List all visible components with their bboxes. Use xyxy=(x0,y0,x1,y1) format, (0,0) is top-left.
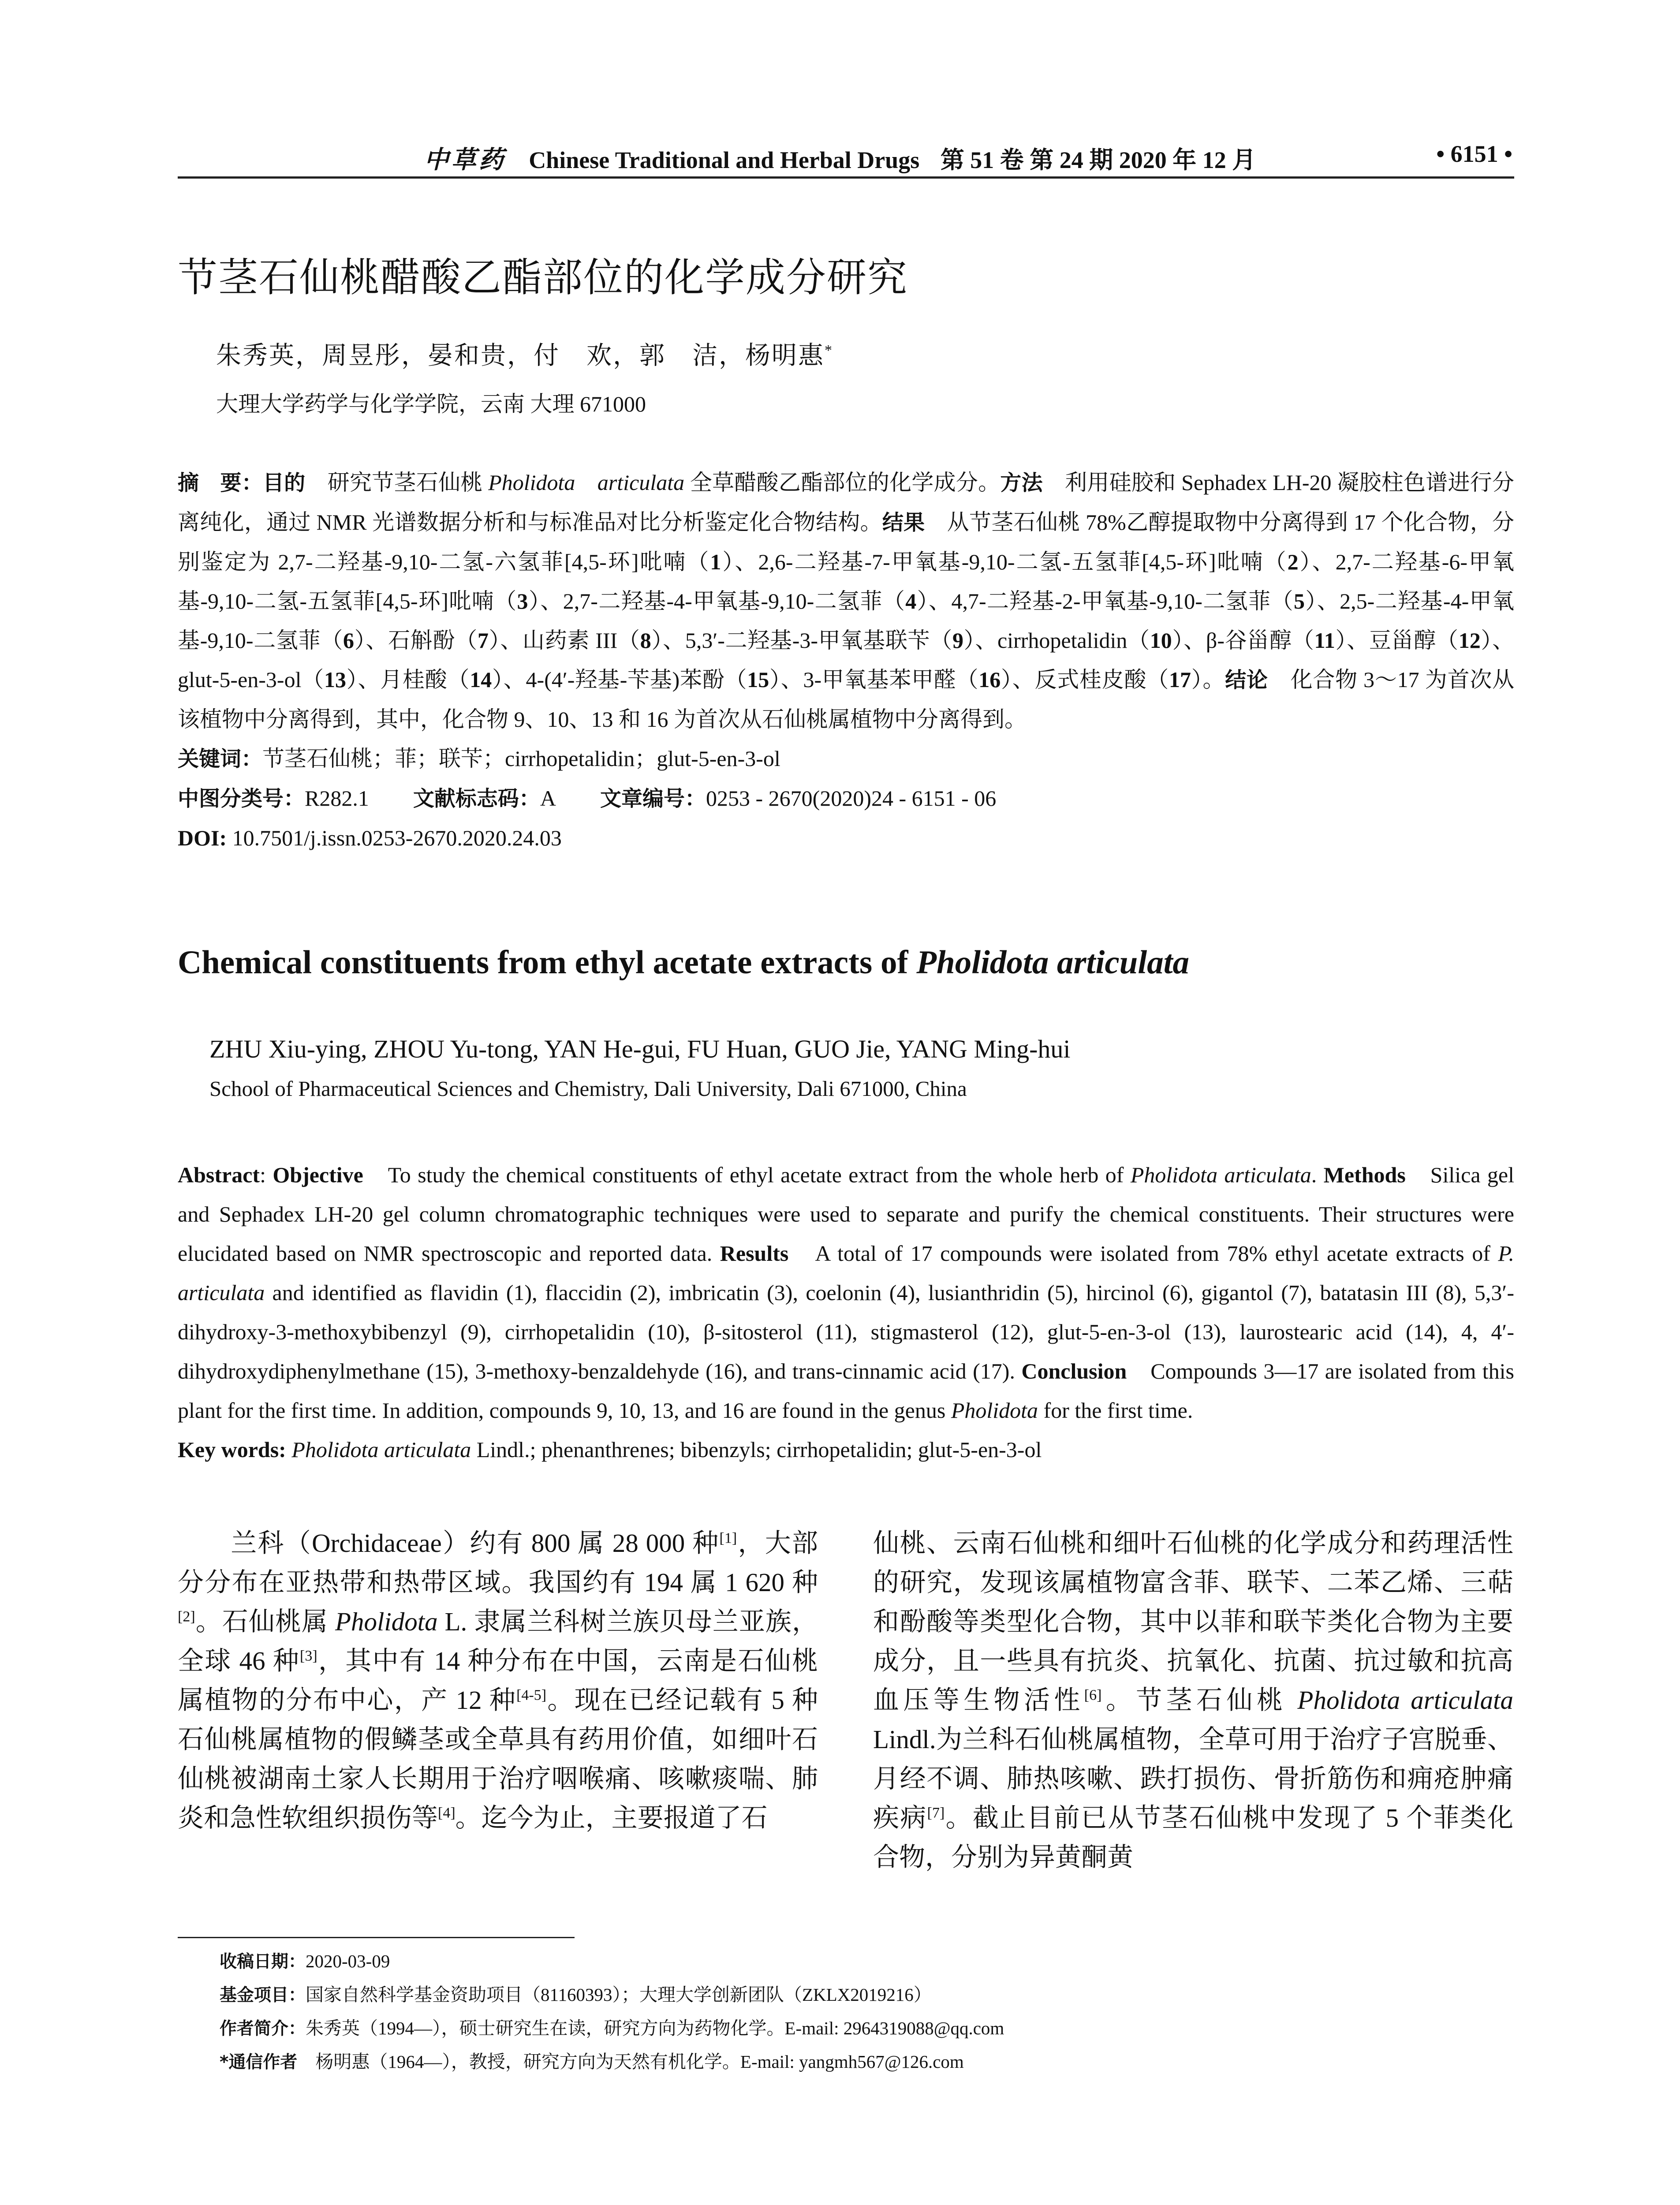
page-number: • 6151 • xyxy=(1436,141,1512,167)
body-text: Lindl.为兰科石仙桃属植物，全草可用于治疗子宫脱垂、月经不调、肺热咳嗽、跌打损伤、骨折筋伤和痈疮肿痛疾病 xyxy=(873,1725,1513,1832)
body-text: 。截止目前已从节茎石仙桃中发现了 5 个菲类化合物，分别为异黄酮黄 xyxy=(873,1803,1513,1872)
citation: [1] xyxy=(719,1530,737,1547)
species-name: Pholidota articulata xyxy=(1297,1686,1513,1715)
en-results-text: A total of 17 compounds were isolated from 78% ethyl acetate extracts of xyxy=(788,1241,1498,1266)
body-text: ，其中有 14 种分布在中国，云南是石仙桃属植物的分布中心，产 12 种 xyxy=(178,1646,818,1715)
body-text: 兰科（Orchidaceae）约有 800 属 28 000 种 xyxy=(230,1529,720,1558)
footnote-author-bio xyxy=(220,2012,1004,2045)
footnote-text: 国家自然科学基金资助项目（81160393）；大理大学创新团队（ZKLX2019216） xyxy=(306,1984,932,2005)
cn-results-intro: 从节茎石仙桃 78%乙醇提取物中分离得到 17 个化合物，分别鉴定为 2,7-二羟基-9,10-二氢-六氢菲[4,5-环]吡喃（ xyxy=(178,510,1514,574)
compound-name: 4-(4′-羟基-苄基)苯酚 xyxy=(526,667,725,692)
citation: [2] xyxy=(178,1608,195,1625)
en-objective-text: To study the chemical constituents of ethyl acetate extract from the whole herb of xyxy=(363,1162,1131,1187)
footnote-text: 2020-03-09 xyxy=(306,1951,390,1971)
cn-title: 节茎石仙桃醋酸乙酯部位的化学成分研究 xyxy=(178,254,908,301)
body-text: 。石仙桃属 xyxy=(195,1607,335,1636)
compound-name: 山药素 III xyxy=(523,628,618,653)
en-affiliation: School of Pharmaceutical Sciences and Chemistry, Dali University, Dali 671000, China xyxy=(209,1076,967,1101)
running-header xyxy=(0,140,1680,176)
footnote-rule xyxy=(178,1937,575,1938)
compound-name: 5,3′-二羟基-3-甲氧基联苄 xyxy=(685,628,930,653)
en-keywords xyxy=(178,1430,1514,1469)
footnote-received xyxy=(220,1945,1004,1978)
en-title-main: Chemical constituents from ethyl acetate extracts of xyxy=(178,944,917,981)
compound-name: 月桂酸 xyxy=(380,667,448,692)
cn-conclusion-text: 化合物 3～17 为首次从该植物中分离得到，其中，化合物 9、10、13 和 16 为首次从石仙桃属植物中分离得到。 xyxy=(178,667,1515,732)
body-column-left xyxy=(178,1524,818,1838)
en-conclusion-end: for the first time. xyxy=(1038,1398,1193,1423)
footnote-label: 基金项目： xyxy=(220,1985,306,2005)
footnotes xyxy=(220,1945,1004,2079)
en-abstract xyxy=(178,1155,1514,1469)
en-keywords-species: Pholidota articulata xyxy=(291,1437,471,1462)
body-text: L. 隶属兰科树兰族贝母兰亚族，全球 46 种 xyxy=(178,1607,818,1675)
en-results-species: P. articulata xyxy=(178,1241,1514,1305)
clc-label: 中图分类号： xyxy=(178,786,305,811)
citation: [4-5] xyxy=(516,1687,547,1704)
compound-name: 2,7-二羟基-4-甲氧基-9,10-二氢菲 xyxy=(563,589,883,613)
compound-name: 2,6-二羟基-7-甲氧基-9,10-二氢-五氢菲[4,5-环]吡喃 xyxy=(758,549,1264,574)
article-number-label: 文章编号： xyxy=(600,786,706,811)
footnote-text: 朱秀英（1994—），硕士研究生在读，研究方向为药物化学。E-mail: 2964319088@qq.com xyxy=(306,2018,1004,2038)
compound-name: 2,5-二羟基-4-甲氧基-9,10-二氢菲 xyxy=(178,589,1515,653)
citation: [6] xyxy=(1084,1687,1102,1704)
doi-value: 10.7501/j.issn.0253-2670.2020.24.03 xyxy=(232,826,562,850)
cn-abstract-body: 摘 要：目的 研究节茎石仙桃 Pholidota articulata 全草醋酸乙酯部位的化学成分。方法 利用硅胶和 Sephadex LH-20 凝胶柱色谱进行分离纯化，通过 NMR 光谱数据分析和与标准品对比分析鉴定化合物结构。结果 从节茎石仙桃 78%乙醇提取物中分离得到 17 个化合物，分别鉴定为 2,7-二羟基-9,10-二氢-六氢菲[4,5-环]吡喃（1）、2,6-二羟基-7-甲氧基-9,10-二氢-五氢菲[4,5-环]吡喃（2）、2,7-二羟基-6-甲氧基-9,10-二氢-五氢菲[4,5-环]吡喃（3）、2,7-二羟基-4-甲氧基-9,10-二氢菲（4）、4,7-二羟基-2-甲氧基-9,10-二氢菲（5）、2,5-二羟基-4-甲氧基-9,10-二氢菲（6）、石斛酚（7）、山药素 III（8）、5,3′-二羟基-3-甲氧基联苄（9）、cirrhopetalidin（10）、β-谷甾醇（11）、豆甾醇（12）、glut-5-en-3-ol（13）、月桂酸（14）、4-(4′-羟基-苄基)苯酚（15）、3-甲氧基苯甲醛（16）、反式桂皮酸（17）。结论 化合物 3～17 为首次从该植物中分离得到，其中，化合物 9、10、13 和 16 为首次从石仙桃属植物中分离得到。 xyxy=(178,470,1515,732)
en-conclusion-genus: Pholidota xyxy=(951,1398,1038,1423)
issue-info: 第 51 卷 第 24 期 2020 年 12 月 xyxy=(940,147,1256,173)
en-methods-text: Silica gel and Sephadex LH-20 gel column chromatographic techniques were used to separate and purify the chemical constituents. Their structures were elucidated based on NMR spectroscopic and reported data. xyxy=(178,1162,1515,1266)
cn-methods-text: 利用硅胶和 Sephadex LH-20 凝胶柱色谱进行分离纯化，通过 NMR 光谱数据分析和与标准品对比分析鉴定化合物结构。 xyxy=(178,470,1514,534)
cn-objective-label: 目的 xyxy=(263,471,306,495)
doc-code-value: A xyxy=(540,786,556,811)
cn-authors xyxy=(216,335,833,371)
compound-name: glut-5-en-3-ol xyxy=(178,667,302,692)
cn-classification xyxy=(178,779,1514,818)
compound-name: 豆甾醇 xyxy=(1369,628,1436,653)
clc-value: R282.1 xyxy=(305,786,369,811)
footnote-label: *通信作者 xyxy=(220,2052,298,2072)
doi-label: DOI: xyxy=(178,826,227,850)
footnote-text: 杨明惠（1964—），教授，研究方向为天然有机化学。E-mail: yangmh567@126.com xyxy=(297,2052,964,2072)
footnote-label: 作者简介： xyxy=(220,2019,306,2039)
en-authors: ZHU Xiu-ying, ZHOU Yu-tong, YAN He-gui, FU Huan, GUO Jie, YANG Ming-hui xyxy=(209,1035,1071,1063)
compound-name: 4,7-二羟基-2-甲氧基-9,10-二氢菲 xyxy=(951,589,1271,613)
cn-objective-species: Pholidota articulata xyxy=(488,470,685,495)
compound-name: β-谷甾醇 xyxy=(1206,628,1292,653)
en-conclusion-text: Compounds 3—17 are isolated from this plant for the first time. In addition, compounds 9, 10, 13, and 16 are found in the genus xyxy=(178,1359,1514,1423)
footnote-corresponding xyxy=(220,2045,1004,2079)
en-objective-label: Objective xyxy=(273,1162,363,1187)
body-text: 。节茎石仙桃 xyxy=(1101,1686,1298,1715)
body-text: ，大部分分布在亚热带和热带区域。我国约有 194 属 1 620 种 xyxy=(178,1529,818,1597)
en-keywords-text: Lindl.; phenanthrenes; bibenzyls; cirrhopetalidin; glut-5-en-3-ol xyxy=(471,1437,1042,1462)
article-number-value: 0253 - 2670(2020)24 - 6151 - 06 xyxy=(706,786,997,811)
citation: [4] xyxy=(438,1805,455,1821)
cn-results-label: 结果 xyxy=(882,510,925,535)
compound-name: 石斛酚 xyxy=(388,628,455,653)
en-abstract-body: Abstract: Objective To study the chemical constituents of ethyl acetate extract from the whole herb of Pholidota articulata. Methods Silica gel and Sephadex LH-20 gel column chromatographic techniques were used to separate and purify the chemical constituents. Their structures were elucidated based on NMR spectroscopic and reported data. Results A total of 17 compounds were isolated from 78% ethyl acetate extracts of P. articulata and identified as flavidin (1), flaccidin (2), imbricatin (3), coelonin (4), lusianthridin (5), hircinol (6), gigantol (7), batatasin III (8), 5,3′-dihydroxy-3-methoxybibenzyl (9), cirrhopetalidin (10), β-sitosterol (11), stigmasterol (12), glut-5-en-3-ol (13), laurostearic acid (14), 4, 4′-dihydroxydiphenylmethane (15), 3-methoxy-benzaldehyde (16), and trans-cinnamic acid (17). Conclusion Compounds 3—17 are isolated from this plant for the first time. In addition, compounds 9, 10, 13, and 16 are found in the genus Pholidota for the first time. xyxy=(178,1162,1515,1423)
body-column-right xyxy=(873,1524,1513,1877)
cn-keywords xyxy=(178,739,1514,779)
compound-name: 反式桂皮酸 xyxy=(1034,667,1147,692)
en-title-species: Pholidota articulata xyxy=(916,944,1190,981)
cn-abstract xyxy=(178,463,1514,858)
en-objective-species: Pholidota articulata xyxy=(1130,1162,1311,1187)
doi-line xyxy=(178,818,1514,858)
cn-keywords-label: 关键词： xyxy=(178,747,263,771)
en-results-compounds: and identified as flavidin (1), flaccidin (2), imbricatin (3), coelonin (4), lusianthridin (5), hircinol (6), gigantol (7), batatasin III (8), 5,3′-dihydroxy-3-methoxybibenzyl (9), cirrhopetalidin (10), β-sitosterol (11), stigmasterol (12), glut-5-en-3-ol (13), laurostearic acid (14), 4, 4′-dihydroxydiphenylmethane (15), 3-methoxy-benzaldehyde (16), and trans-cinnamic acid (17). xyxy=(178,1280,1514,1383)
cn-methods-label: 方法 xyxy=(1000,471,1043,495)
footnote-funding xyxy=(220,1978,1004,2012)
body-text: 。现在已经记载有 5 种石仙桃属植物的假鳞茎或全草具有药用价值，如细叶石仙桃被湖南土家人长期用于治疗咽喉痛、咳嗽痰喘、肺炎和急性软组织损伤等 xyxy=(178,1686,818,1832)
en-results-label: Results xyxy=(720,1241,789,1266)
body-text: 。迄今为止，主要报道了石 xyxy=(455,1803,768,1832)
header-rule xyxy=(178,176,1514,179)
cn-objective-text: 研究节茎石仙桃 xyxy=(305,470,489,495)
journal-logo: 中草药 xyxy=(424,146,506,174)
en-conclusion-label: Conclusion xyxy=(1021,1359,1127,1383)
compound-name: cirrhopetalidin xyxy=(997,628,1127,653)
citation: [3] xyxy=(300,1648,317,1664)
en-title xyxy=(178,944,1189,982)
journal-name: Chinese Traditional and Herbal Drugs xyxy=(529,147,920,173)
doc-code-label: 文献标志码： xyxy=(413,786,540,811)
footnote-label: 收稿日期： xyxy=(220,1952,306,1972)
en-keywords-label: Key words: xyxy=(178,1437,286,1462)
citation: [7] xyxy=(927,1805,945,1821)
corresponding-mark: * xyxy=(825,342,833,359)
cn-abstract-label: 摘 要： xyxy=(178,471,263,495)
cn-keywords-text: 节茎石仙桃；菲；联苄；cirrhopetalidin；glut-5-en-3-ol xyxy=(262,746,780,771)
cn-affiliation: 大理大学药学与化学学院，云南 大理 671000 xyxy=(216,392,646,416)
genus-name: Pholidota xyxy=(335,1607,438,1636)
en-abstract-label: Abstract xyxy=(178,1162,260,1187)
en-methods-label: Methods xyxy=(1323,1162,1406,1187)
body-text: 仙桃、云南石仙桃和细叶石仙桃的化学成分和药理活性的研究，发现该属植物富含菲、联苄、二苯乙烯、三萜和酚酸等类型化合物，其中以菲和联苄类化合物为主要成分，且一些具有抗炎、抗氧化、抗菌、抗过敏和抗高血压等生物活性 xyxy=(873,1529,1513,1715)
cn-conclusion-label: 结论 xyxy=(1225,668,1268,692)
compound-name: 3-甲氧基苯甲醛 xyxy=(803,667,956,692)
cn-objective-post: 全草醋酸乙酯部位的化学成分。 xyxy=(684,470,1001,495)
cn-author-list: 朱秀英，周昱彤，晏和贵，付 欢，郭 洁，杨明惠 xyxy=(216,342,825,370)
compound-name: 2,7-二羟基-6-甲氧基-9,10-二氢-五氢菲[4,5-环]吡喃 xyxy=(178,549,1515,613)
